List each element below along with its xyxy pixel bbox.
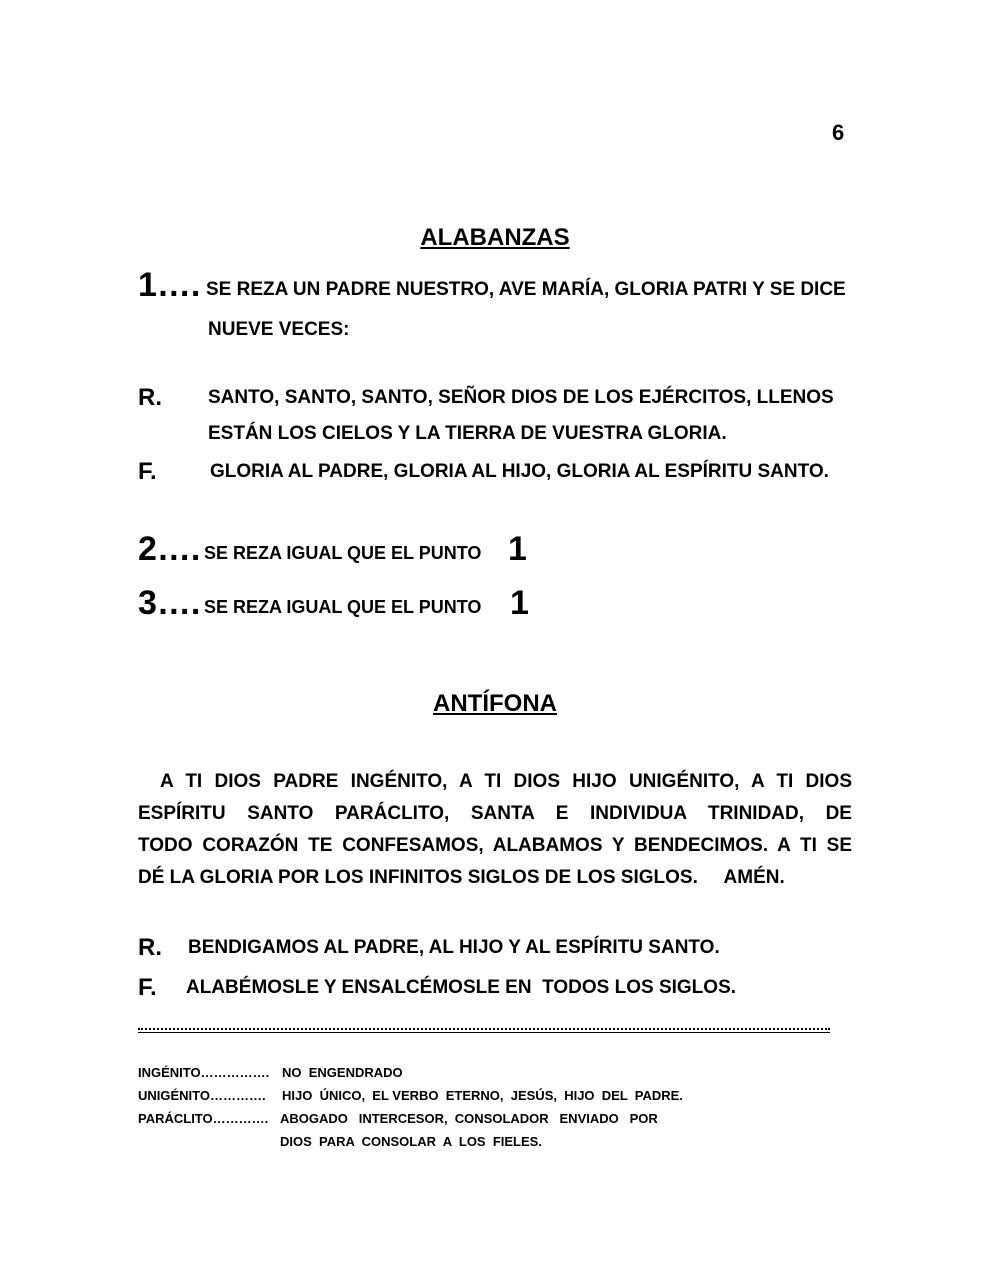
antifona-line-3: TODO CORAZÓN TE CONFESAMOS, ALABAMOS Y BENDECIMOS. A TI SE	[138, 835, 852, 856]
glossary-term-unigenito: UNIGÉNITO………….	[138, 1088, 266, 1103]
item-1-number: 1….	[138, 266, 201, 304]
response-line1: SANTO, SANTO, SANTO, SEÑOR DIOS DE LOS EJÉRCITOS, LLENOS	[208, 387, 834, 408]
item-3-ref: 1	[510, 584, 529, 622]
glossary-term-ingenito: INGÉNITO…………….	[138, 1065, 270, 1080]
separator-underline	[138, 1032, 830, 1033]
item-3-text: SE REZA IGUAL QUE EL PUNTO	[204, 597, 482, 617]
antifona-line-4: DÉ LA GLORIA POR LOS INFINITOS SIGLOS DE LOS SIGLOS. AMÉN.	[138, 867, 785, 888]
glossary-def-ingenito: NO ENGENDRADO	[282, 1065, 403, 1080]
item-1-line2: NUEVE VECES:	[208, 319, 350, 340]
section-title-antifona: ANTÍFONA	[433, 690, 557, 717]
item-2-ref: 1	[508, 530, 527, 568]
glossary-def-paraclito: ABOGADO INTERCESOR, CONSOLADOR ENVIADO POR	[280, 1111, 658, 1126]
section-title-alabanzas: ALABANZAS	[420, 224, 570, 251]
item-3-number: 3….	[138, 584, 201, 622]
response-line2: ESTÁN LOS CIELOS Y LA TIERRA DE VUESTRA GLORIA.	[208, 423, 727, 444]
response-label: R.	[138, 384, 162, 411]
page-number: 6	[832, 120, 845, 145]
glossary-def-paraclito-continuation: DIOS PARA CONSOLAR A LOS FIELES.	[280, 1134, 542, 1149]
glossary-def-unigenito: HIJO ÚNICO, EL VERBO ETERNO, JESÚS, HIJO DEL PADRE.	[282, 1088, 683, 1103]
item-2-text: SE REZA IGUAL QUE EL PUNTO	[204, 543, 482, 563]
glossary-term-paraclito: PARÁCLITO………….	[138, 1111, 269, 1126]
dotted-separator	[138, 1028, 830, 1030]
antifona-faithful-text: ALABÉMOSLE Y ENSALCÉMOSLE EN TODOS LOS SIGLOS.	[186, 977, 737, 998]
faithful-label: F.	[138, 458, 157, 485]
item-1-line1: SE REZA UN PADRE NUESTRO, AVE MARÍA, GLORIA PATRI Y SE DICE	[206, 279, 846, 300]
antifona-response-label: R.	[138, 934, 162, 961]
faithful-text: GLORIA AL PADRE, GLORIA AL HIJO, GLORIA AL ESPÍRITU SANTO.	[210, 461, 829, 482]
antifona-line-1: A TI DIOS PADRE INGÉNITO, A TI DIOS HIJO UNIGÉNITO, A TI DIOS	[160, 771, 852, 792]
antifona-response-text: BENDIGAMOS AL PADRE, AL HIJO Y AL ESPÍRITU SANTO.	[188, 937, 720, 958]
item-2-number: 2….	[138, 530, 201, 568]
antifona-line-2: ESPÍRITU SANTO PARÁCLITO, SANTA E INDIVIDUA TRINIDAD, DE	[138, 803, 852, 824]
antifona-faithful-label: F.	[138, 974, 157, 1001]
